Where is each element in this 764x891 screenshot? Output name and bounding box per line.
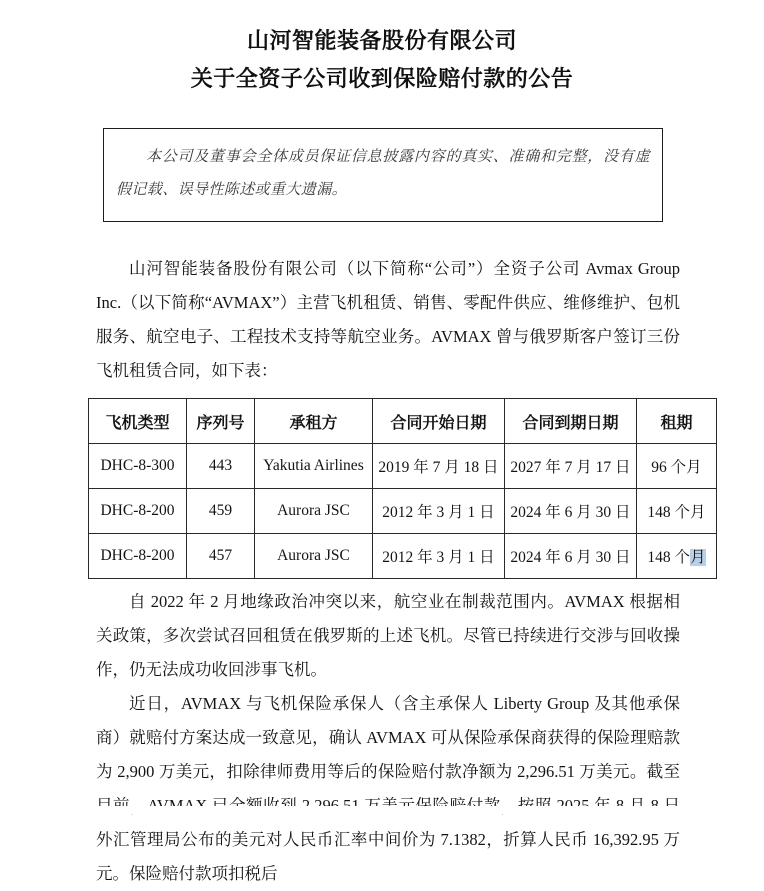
cell-aircraft-type: DHC-8-200 (89, 489, 187, 534)
lease-term-text: 148 个 (647, 549, 691, 566)
cell-contract-end: 2024 年 6 月 30 日 (505, 489, 637, 534)
cell-contract-end: 2027 年 7 月 17 日 (505, 444, 637, 489)
cell-lessee: Aurora JSC (255, 489, 373, 534)
cell-contract-end: 2024 年 6 月 30 日 (505, 534, 637, 579)
column-header-lease-term: 租期 (637, 399, 717, 444)
paragraph-settlement: 近日，AVMAX 与飞机保险承保人（含主承保人 Liberty Group 及其他承保商）就赔付方案达成一致意见，确认 AVMAX 可从保险承保商获得的保险理赔款为 2,900 万美元，扣除律师费用等后的保险赔付款净额为 2,296.51 万美元。截至 外汇管理局公布的美元对人民币汇率中间价为 7.1382，折算人民币 16,392.95 万元。保险赔付款项扣税后 (96, 694, 680, 883)
paragraph-intro: 山河智能装备股份有限公司（以下简称“公司”）全资子公司 Avmax Group Inc.（以下简称“AVMAX”）主营飞机租赁、销售、零配件供应、维修维护、包机服务、航空电子、工程技术支持等航空业务。AVMAX 曾与俄罗斯客户签订三份飞机租赁合同，如下表： (96, 259, 680, 380)
title-line-subject: 关于全资子公司收到保险赔付款的公告 (190, 66, 574, 91)
title-line-company: 山河智能装备股份有限公司 (246, 28, 517, 53)
cell-lease-term (637, 534, 717, 579)
cell-aircraft-type: DHC-8-300 (89, 444, 187, 489)
page-title (0, 0, 764, 98)
column-header-contract-start: 合同开始日期 (373, 399, 505, 444)
cell-contract-start: 2012 年 3 月 1 日 (373, 534, 505, 579)
page-bottom-clip (0, 806, 764, 814)
text-selection-highlight[interactable]: 月 (690, 549, 706, 566)
cell-lease-term: 96 个月 (637, 444, 717, 489)
disclaimer-text: 本公司及董事会全体成员保证信息披露内容的真实、准确和完整，没有虚假记载、误导性陈述或重大遗漏。 (116, 149, 650, 198)
cell-serial-number: 459 (187, 489, 255, 534)
cell-contract-start: 2019 年 7 月 18 日 (373, 444, 505, 489)
cell-serial-number: 443 (187, 444, 255, 489)
column-header-contract-end: 合同到期日期 (505, 399, 637, 444)
table-header-row (89, 399, 717, 444)
cell-contract-start: 2012 年 3 月 1 日 (373, 489, 505, 534)
table-row (89, 489, 717, 534)
cell-lease-term: 148 个月 (637, 489, 717, 534)
document-body (96, 252, 706, 891)
cell-aircraft-type: DHC-8-200 (89, 534, 187, 579)
table-row (89, 444, 717, 489)
paragraph-sanctions: 自 2022 年 2 月地缘政治冲突以来，航空业在制裁范围内。AVMAX 根据相关政策，多次尝试召回租赁在俄罗斯的上述飞机。尽管已持续进行交涉与回收操作，仍无法成功收回涉事飞机。 (96, 592, 680, 679)
cell-lessee: Yakutia Airlines (255, 444, 373, 489)
cell-lessee: Aurora JSC (255, 534, 373, 579)
column-header-serial-number: 序列号 (187, 399, 255, 444)
lease-contract-table (88, 398, 717, 579)
cell-serial-number: 457 (187, 534, 255, 579)
disclaimer-box (103, 128, 663, 222)
table-row (89, 534, 717, 579)
column-header-aircraft-type: 飞机类型 (89, 399, 187, 444)
column-header-lessee: 承租方 (255, 399, 373, 444)
